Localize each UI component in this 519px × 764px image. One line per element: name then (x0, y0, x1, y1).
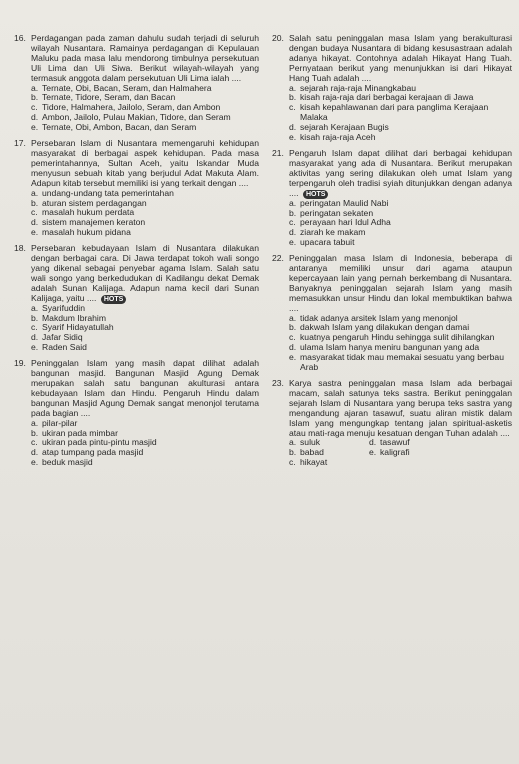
option-d[interactable]: d. ziarah ke makam (289, 227, 366, 238)
question-number: 23. (272, 378, 284, 388)
option-c[interactable]: c. kuatnya pengaruh Hindu sehingga sulit dihilangkan (289, 332, 495, 343)
question-23 (272, 379, 512, 468)
option-c[interactable]: c. hikayat (289, 457, 328, 468)
option-e[interactable]: e. Ternate, Obi, Ambon, Bacan, dan Seram (31, 122, 197, 133)
option-a[interactable]: a. Syarifuddin (31, 302, 85, 313)
option-b[interactable]: b. ukiran pada mimbar (31, 427, 118, 438)
option-d[interactable]: d. tasawuf (369, 437, 410, 448)
option-d[interactable]: d. Ambon, Jailolo, Pulau Makian, Tidore, dan Seram (31, 112, 231, 123)
option-e[interactable]: e. kisah raja-raja Aceh (289, 132, 376, 143)
option-a[interactable]: a. pilar-pilar (31, 417, 78, 428)
option-a[interactable]: a. tidak adanya arsitek Islam yang menonjol (289, 312, 458, 323)
option-b[interactable]: b. aturan sistem perdagangan (31, 197, 147, 208)
grid-spacer (449, 448, 519, 458)
option-d[interactable]: d. atap tumpang pada masjid (31, 447, 144, 458)
question-20 (272, 34, 512, 143)
option-e[interactable]: e. Raden Said (31, 342, 87, 353)
option-c[interactable]: c. perayaan hari Idul Adha (289, 217, 391, 228)
question-number: 21. (272, 147, 284, 158)
question-number: 16. (14, 33, 26, 43)
option-a[interactable]: a. sejarah raja-raja Minangkabau (289, 82, 417, 93)
question-number: 20. (272, 33, 284, 43)
option-b[interactable]: b. kisah raja-raja dari berbagai kerajaan di Jawa (289, 92, 474, 103)
question-22 (272, 254, 512, 373)
question-stem: Peninggalan masa Islam di Indonesia, beberapa di antaranya memiliki unsur dari agama ataupun kepercayaan lain yang pernah berkembang di Nusantara. Banyaknya peninggalan sejarah Islam yang masih memasukkan unsur Hindu dan lokal membuktikan bahwa .... (289, 253, 512, 313)
option-d[interactable]: d. ulama Islam hanya meniru bangunan yang ada (289, 342, 480, 353)
question-number: 19. (14, 358, 26, 369)
question-18 (14, 244, 259, 353)
option-d[interactable]: d. sistem manajemen keraton (31, 217, 146, 228)
grid-spacer (449, 438, 519, 448)
option-e[interactable]: e. kaligrafi (369, 447, 410, 458)
question-21 (272, 149, 512, 248)
question-stem: Salah satu peninggalan masa Islam yang berakulturasi dengan budaya Nusantara di bidang kesusastraan adalah adanya hikayat. Contohnya adalah Hikayat Hang Tuah. Pernyataan berikut yang menunjukkan isi dari Hikayat Hang Tuah adalah .... (289, 33, 512, 83)
option-c[interactable]: c. Tidore, Halmahera, Jailolo, Seram, dan Ambon (31, 102, 221, 113)
option-a[interactable]: a. undang-undang tata pemerintahan (31, 187, 174, 198)
option-c[interactable]: c. Syarif Hidayatullah (31, 322, 114, 333)
hots-badge: HOTS (101, 295, 126, 304)
question-stem: Pengaruh Islam dapat dilihat dari berbagai kehidupan masyarakat yang ada di Nusantara. Berikut merupakan aktivitas yang sering dilakukan oleh umat Islam yang terpengaruh oleh tradisi syiah ditunjukkan dengan adanya .... HOTS (289, 147, 512, 198)
option-b[interactable]: b. Ternate, Tidore, Seram, dan Bacan (31, 92, 176, 103)
option-c[interactable]: c. ukiran pada pintu-pintu masjid (31, 437, 157, 448)
question-stem: Karya sastra peninggalan masa Islam ada berbagai macam, salah satunya teks sastra. Berikut peninggalan sejarah Islam di Nusantara yang berupa teks sastra yang mengandung ajaran tasawuf, suatu aliran mistik dalam Islam yang mengungkap tentang jalan spiritual-asketis atau mati-raga menuju kesatuan dengan Tuhan adalah .... (289, 378, 512, 438)
question-16 (14, 34, 259, 133)
option-c[interactable]: c. kisah kepahlawanan dari para panglima Kerajaan Malaka (289, 102, 489, 123)
option-b[interactable]: b. babad (289, 447, 324, 458)
option-b[interactable]: b. Makdum Ibrahim (31, 312, 106, 323)
question-stem: Perdagangan pada zaman dahulu sudah terjadi di seluruh wilayah Nusantara. Ramainya perdagangan di Kepulauan Maluku pada masa lalu mendorong timbulnya persekutuan Uli Lima dan Uli Siwa. Berikut wilayah-wilayah yang termasuk anggota dalam persekutuan Uli Lima ialah .... (31, 33, 259, 83)
option-c[interactable]: c. masalah hukum perdata (31, 207, 135, 218)
question-number: 17. (14, 138, 26, 149)
option-b[interactable]: b. peringatan sekaten (289, 207, 374, 218)
option-d[interactable]: d. sejarah Kerajaan Bugis (289, 122, 389, 133)
question-number: 22. (272, 253, 284, 264)
right-column (272, 34, 512, 474)
left-column (14, 34, 259, 474)
option-a[interactable]: a. peringatan Maulid Nabi (289, 197, 389, 208)
hots-badge: HOTS (303, 190, 328, 199)
question-stem: Persebaran kebudayaan Islam di Nusantara dilakukan dengan berbagai cara. Di Jawa terdapat tokoh wali songo yang dikenal sebagai penyebar agama Islam. Salah satu wali songo yang berkedudukan di Kadilangu dekat Demak adalah Sunan Kalijaga. Adapun nama kecil dari Sunan Kalijaga, yaitu .... HOTS (31, 243, 259, 303)
options-grid (272, 438, 512, 468)
option-a[interactable]: a. Ternate, Obi, Bacan, Seram, dan Halmahera (31, 82, 212, 93)
option-a[interactable]: a. suluk (289, 437, 321, 448)
question-19 (14, 359, 259, 468)
option-e[interactable]: e. beduk masjid (31, 457, 93, 468)
option-d[interactable]: d. Jafar Sidiq (31, 332, 83, 343)
option-e[interactable]: e. masalah hukum pidana (31, 227, 131, 238)
question-17 (14, 139, 259, 238)
option-e[interactable]: e. masyarakat tidak mau memakai sesuatu yang berbau Arab (289, 352, 504, 373)
question-stem: Persebaran Islam di Nusantara memengaruhi kehidupan masyarakat di berbagai aspek kehidupan. Pada masa pemerintahannya, Sultan Aceh, yaitu Iskandar Muda menyusun sebuah kitab yang berjudul Adat Makuta Alam. Adapun kitab tersebut memiliki isi yang terkait dengan .... (31, 138, 259, 188)
option-b[interactable]: b. dakwah Islam yang dilakukan dengan damai (289, 322, 470, 333)
question-stem: Peninggalan Islam yang masih dapat dilihat adalah bangunan masjid. Bangunan Masjid Agung Demak merupakan salah satu bangunan akulturasi antara kebudayaan Islam dan Hindu. Pengaruh Hindu dalam bangunan Masjid Agung Demak sangat menonjol terutama pada bagian .... (31, 358, 259, 418)
question-number: 18. (14, 243, 26, 254)
option-e[interactable]: e. upacara tabuit (289, 237, 355, 248)
